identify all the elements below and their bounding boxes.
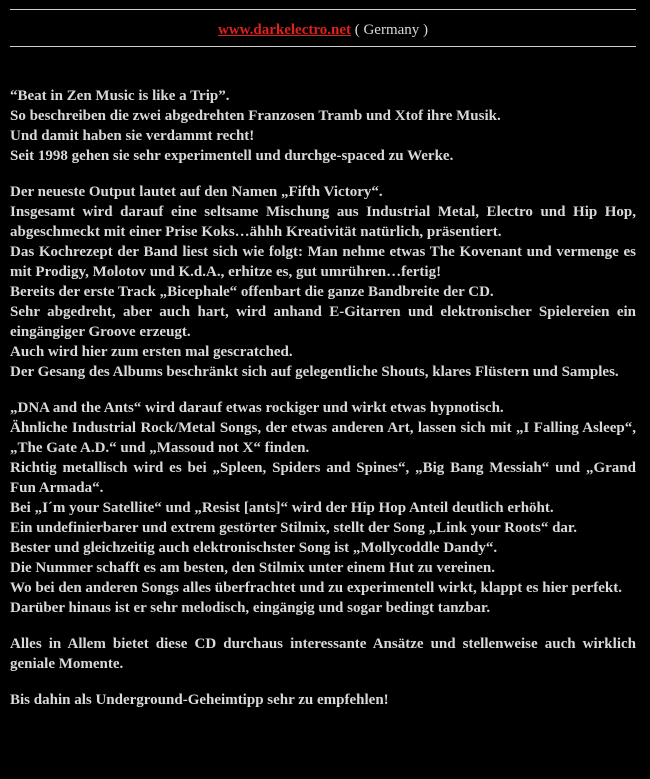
output-line: Der neueste Output lautet auf den Namen „Fifth Victory“. — [10, 184, 383, 200]
tracks-line: Ähnliche Industrial Rock/Metal Songs, der etwas anderen Art, lassen sich mit „I Falling Asleep“, „The Gate A.D.“ und „Massoud not X“ finden. — [10, 420, 636, 456]
site-link[interactable]: www.darkelectro.net — [217, 22, 351, 38]
tracks-line: Die Nummer schafft es am besten, den Stilmix unter einem Hut zu vereinen. — [10, 560, 495, 576]
output-line: Bereits der erste Track „Bicephale“ offenbart die ganze Bandbreite der CD. — [10, 284, 494, 300]
intro-line: Und damit haben sie verdammt recht! — [10, 128, 255, 144]
paragraph-closing — [10, 690, 636, 710]
tracks-line: Ein undefinierbarer und extrem gestörter Stilmix, stellt der Song „Link your Roots“ dar. — [10, 520, 577, 536]
paragraph-tracks — [10, 398, 636, 618]
review-article — [10, 86, 636, 726]
output-line: Der Gesang des Albums beschränkt sich auf gelegentliche Shouts, klares Flüstern und Samples. — [10, 364, 619, 380]
intro-line: Seit 1998 gehen sie sehr experimentell und durchge-spaced zu Werke. — [10, 148, 454, 164]
paragraph-summary — [10, 634, 636, 674]
site-country: ( Germany ) — [350, 22, 429, 38]
tracks-line: „DNA and the Ants“ wird darauf etwas rockiger und wirkt etwas hypnotisch. — [10, 400, 504, 416]
intro-line: So beschreiben die zwei abgedrehten Franzosen Tramb und Xtof ihre Musik. — [10, 108, 501, 124]
tracks-line: Darüber hinaus ist er sehr melodisch, eingängig und sogar bedingt tanzbar. — [10, 600, 491, 616]
summary-line: Alles in Allem bietet diese CD durchaus interessante Ansätze und stellenweise auch wirklich geniale Momente. — [10, 636, 636, 672]
site-header — [10, 20, 636, 40]
output-line: Auch wird hier zum ersten mal gescratched. — [10, 344, 293, 360]
tracks-line: Richtig metallisch wird es bei „Spleen, Spiders and Spines“, „Big Bang Messiah“ und „Grand Fun Armada“. — [10, 460, 636, 496]
tracks-line: Bei „I´m your Satellite“ und „Resist [ants]“ wird der Hip Hop Anteil deutlich erhöht. — [10, 500, 554, 516]
header-top-rule — [10, 9, 636, 10]
tracks-line: Bester und gleichzeitig auch elektronischster Song ist „Mollycoddle Dandy“. — [10, 540, 498, 556]
paragraph-output — [10, 182, 636, 382]
output-line: Das Kochrezept der Band liest sich wie folgt: Man nehme etwas The Kovenant und vermenge es mit Prodigy, Molotov und K.d.A., erhitze es, gut umrühren…fertig! — [10, 244, 636, 280]
header-bottom-rule — [10, 46, 636, 47]
tracks-line: Wo bei den anderen Songs alles überfrachtet und zu experimentell wirkt, klappt es hier perfekt. — [10, 580, 622, 596]
output-line: Sehr abgedreht, aber auch hart, wird anhand E-Gitarren und elektronischer Spielereien ein eingängiger Groove erzeugt. — [10, 304, 636, 340]
closing-line: Bis dahin als Underground-Geheimtipp sehr zu empfehlen! — [10, 692, 389, 708]
paragraph-intro — [10, 86, 636, 166]
output-line: Insgesamt wird darauf eine seltsame Mischung aus Industrial Metal, Electro und Hip Hop, abgeschmeckt mit einer Prise Koks…ähhh Kreativität natürlich, präsentiert. — [10, 204, 636, 240]
intro-line: “Beat in Zen Music is like a Trip”. — [10, 88, 230, 104]
